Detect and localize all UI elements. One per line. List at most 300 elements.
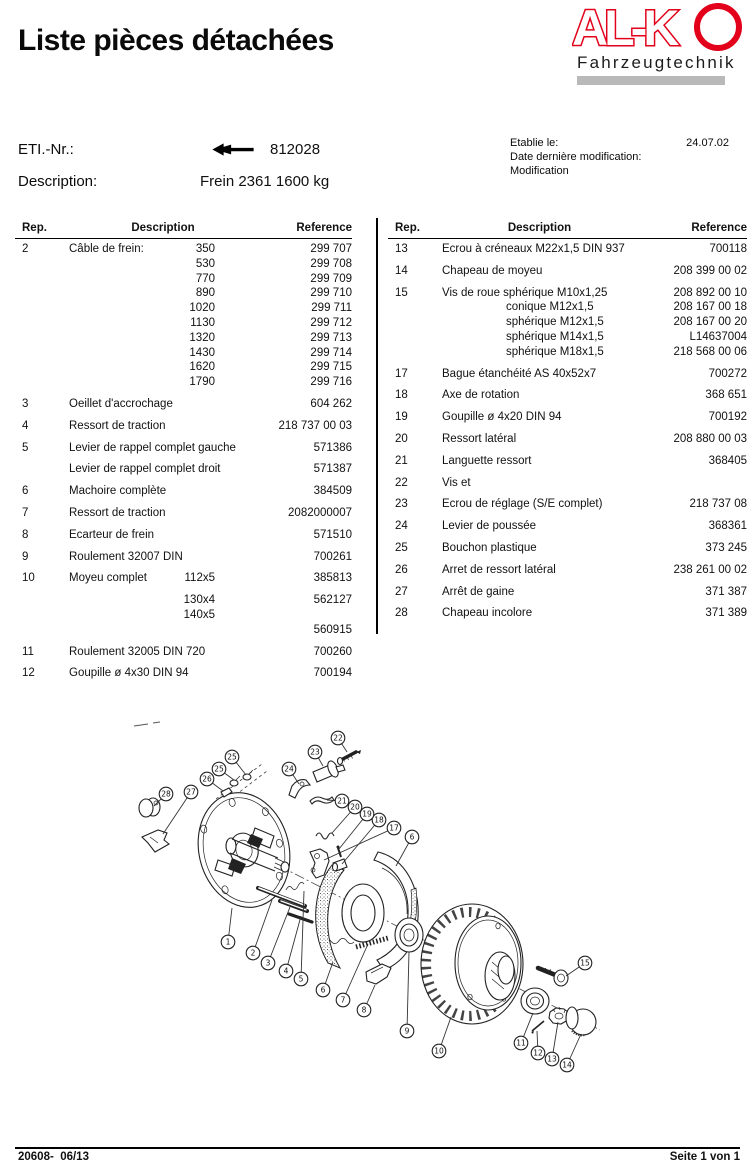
svg-text:2: 2	[250, 948, 256, 958]
cell-rep: 4	[22, 419, 29, 432]
callout-11	[514, 1036, 528, 1050]
svg-text:25: 25	[227, 752, 237, 762]
cell-description: Arret de ressort latéral	[442, 563, 556, 576]
cell-reference: 700260	[313, 645, 352, 658]
footer-doc-number: 20608- 06/13	[18, 1151, 89, 1163]
callout-6	[316, 983, 330, 997]
table-row	[15, 347, 352, 360]
cell-variant: 890	[195, 287, 215, 300]
svg-text:22: 22	[333, 733, 343, 743]
callout-22	[331, 731, 345, 745]
callout-23	[308, 745, 322, 759]
table-row	[388, 498, 747, 511]
cell-reference: 700118	[709, 243, 747, 255]
table-row	[15, 646, 352, 659]
cell-description: Ressort de traction	[69, 419, 166, 432]
callout-26	[200, 772, 214, 786]
brake-expander	[366, 964, 391, 984]
page-title: Liste pièces détachées	[18, 24, 334, 57]
cell-description: Goupille ø 4x20 DIN 94	[442, 411, 562, 424]
cell-description: Arrêt de gaine	[442, 585, 515, 598]
cell-rep: 19	[395, 411, 408, 424]
push-lever	[289, 780, 310, 798]
small-spring	[286, 882, 304, 890]
cell-reference: 238 261 00 02	[673, 563, 747, 576]
callout-9	[400, 1024, 414, 1038]
cell-reference: 299 708	[310, 257, 352, 270]
modification-label: Modification	[510, 165, 569, 177]
cell-description: Oeillet d'accrochage	[69, 397, 173, 410]
callout-28	[159, 787, 173, 801]
cell-variant: 1430	[189, 346, 215, 359]
table-row	[15, 507, 352, 520]
callout-7	[336, 993, 350, 1007]
cell-rep	[388, 346, 442, 359]
table-header	[388, 222, 747, 239]
cotter-pin	[531, 1021, 544, 1034]
cell-rep: 21	[395, 454, 408, 467]
cell-description: Bouchon plastique	[442, 541, 537, 554]
cell-reference: 560915	[313, 623, 352, 636]
cell-reference: 373 245	[705, 541, 747, 554]
cell-rep	[15, 624, 69, 637]
cell-description: Levier de poussée	[442, 520, 536, 533]
cell-reference: 371 389	[705, 607, 747, 620]
table-row	[15, 287, 352, 300]
description-value: Frein 2361 1600 kg	[200, 173, 330, 190]
cell-description: sphérique M12x1,5	[506, 316, 604, 329]
callout-leader	[407, 952, 409, 1031]
callout-leader	[253, 900, 272, 953]
cell-description: Machoire complète	[69, 485, 167, 498]
cell-description	[69, 609, 157, 622]
sheath-stop	[142, 830, 169, 852]
outer-bearing	[521, 988, 549, 1014]
cell-description: Levier de rappel complet droit	[69, 463, 221, 476]
cell-reference: 571510	[313, 528, 352, 541]
cell-rep	[15, 302, 69, 315]
table-body-right	[388, 243, 747, 620]
cell-rep	[388, 316, 442, 329]
svg-text:9: 9	[404, 1026, 410, 1036]
svg-text:7: 7	[340, 995, 346, 1005]
callout-17	[387, 821, 401, 835]
table-row	[15, 376, 352, 389]
cell-description: Axe de rotation	[442, 389, 520, 402]
svg-text:27: 27	[186, 787, 196, 797]
callout-12	[531, 1046, 545, 1060]
svg-text:15: 15	[580, 958, 590, 968]
cell-variant: 1130	[190, 316, 215, 329]
callout-leader	[268, 907, 290, 963]
table-row	[388, 316, 747, 329]
cell-variant: 1790	[189, 376, 215, 389]
established-label: Etablie le:	[510, 137, 559, 149]
cell-description: Moyeu complet	[69, 572, 147, 585]
table-row	[15, 667, 352, 680]
cell-description	[69, 302, 157, 315]
cell-reference: 368361	[708, 520, 747, 533]
cell-rep: 18	[395, 389, 408, 402]
alko-logo-icon	[572, 2, 748, 54]
cell-description	[69, 347, 157, 360]
table-row	[15, 551, 352, 564]
cell-description	[69, 258, 157, 271]
small-coil-spring	[330, 938, 354, 943]
table-row	[15, 258, 352, 271]
table-row	[15, 398, 352, 411]
cell-reference	[257, 609, 352, 622]
cell-reference: 299 709	[310, 272, 352, 285]
cell-rep: 13	[395, 243, 408, 255]
cell-rep	[15, 287, 69, 300]
cell-reference: 218 568 00 06	[673, 345, 747, 358]
table-row	[15, 302, 352, 315]
cell-reference: 299 707	[310, 243, 352, 255]
table-row	[15, 594, 352, 607]
cell-description: Roulement 32007 DIN	[69, 550, 183, 563]
svg-text:5: 5	[298, 974, 304, 984]
svg-text:6: 6	[320, 985, 326, 995]
table-row	[388, 346, 747, 359]
callout-27	[184, 785, 198, 799]
cell-reference: 299 710	[310, 287, 352, 300]
cell-reference: 299 711	[311, 302, 352, 315]
cell-description: Ecrou de réglage (S/E complet)	[442, 498, 603, 511]
table-row	[15, 317, 352, 330]
cell-rep: 10	[22, 572, 35, 585]
cell-reference: 299 713	[310, 331, 352, 344]
svg-text:14: 14	[562, 1060, 572, 1070]
svg-text:12: 12	[533, 1048, 543, 1058]
col-header-rep: Rep.	[22, 222, 47, 234]
callout-15	[578, 956, 592, 970]
cell-reference: 700261	[313, 550, 352, 563]
table-row	[15, 624, 352, 637]
svg-text:28: 28	[161, 789, 171, 799]
cell-rep: 20	[395, 432, 408, 445]
cell-description: Ressort latéral	[442, 432, 517, 445]
cell-reference: 218 737 00 03	[278, 419, 352, 432]
table-row	[15, 572, 352, 585]
table-row	[15, 463, 352, 476]
cell-reference: 2082000007	[288, 506, 352, 519]
cell-description: Câble de frein:	[69, 243, 144, 255]
cell-variant: 350	[195, 243, 215, 255]
callout-leader	[286, 916, 301, 971]
table-row	[388, 265, 747, 278]
callout-2	[246, 946, 260, 960]
clear-cap	[139, 798, 160, 817]
cell-description	[69, 361, 157, 374]
table-row	[388, 243, 747, 256]
cell-description: Chapeau incolore	[442, 607, 533, 620]
cell-rep	[15, 258, 69, 271]
cell-description: Ressort de traction	[69, 506, 166, 519]
cell-variant: 130x4	[183, 594, 215, 607]
cell-variant: 770	[195, 272, 215, 285]
cell-description	[69, 317, 157, 330]
adjuster-bolt	[338, 750, 362, 765]
table-row	[388, 520, 747, 533]
col-header-description: Description	[131, 222, 195, 234]
alko-logo	[572, 2, 748, 59]
callout-13	[545, 1052, 559, 1066]
svg-text:8: 8	[361, 1005, 367, 1015]
table-row	[15, 332, 352, 345]
cell-rep: 22	[395, 476, 408, 489]
cell-rep: 3	[22, 397, 29, 410]
callout-10	[432, 1044, 446, 1058]
callout-6	[405, 830, 419, 844]
logo-subtitle: Fahrzeugtechnik	[577, 53, 736, 72]
svg-text:6: 6	[409, 832, 415, 842]
cell-reference: 218 737 08	[689, 498, 747, 511]
callout-leader	[343, 944, 368, 1000]
table-row	[388, 586, 747, 599]
cell-rep: 14	[395, 264, 408, 277]
cell-description: sphérique M14x1,5	[506, 330, 604, 343]
callout-21	[335, 794, 349, 808]
cell-rep: 2	[22, 243, 29, 255]
cell-description: Ecrou à créneaux M22x1,5 DIN 937	[442, 243, 625, 255]
callout-25	[225, 750, 239, 764]
callout-8	[357, 1003, 371, 1017]
svg-text:24: 24	[284, 764, 294, 774]
cell-description: Vis de roue sphérique M10x1,25	[442, 286, 608, 299]
cell-rep	[388, 301, 442, 314]
table-row	[15, 529, 352, 542]
table-row	[388, 389, 747, 402]
cell-reference: 384509	[313, 485, 352, 498]
table-row	[388, 433, 747, 446]
table-row	[388, 564, 747, 577]
cell-rep: 12	[22, 667, 35, 680]
wheel-bolt	[538, 967, 568, 986]
cell-reference: 299 714	[310, 346, 352, 359]
cell-rep: 5	[22, 441, 29, 454]
cell-description: Bague étanchéité AS 40x52x7	[442, 367, 597, 380]
callout-20	[348, 800, 362, 814]
cell-reference: 562127	[313, 594, 352, 607]
cell-reference: 299 715	[310, 361, 352, 374]
small-nut-b	[243, 770, 253, 780]
cell-description: Goupille ø 4x30 DIN 94	[69, 667, 189, 680]
parts-table-left	[15, 222, 352, 680]
cell-reference: 368 651	[705, 389, 747, 402]
cell-rep: 27	[395, 585, 408, 598]
cell-reference: 700272	[708, 367, 747, 380]
svg-text:13: 13	[547, 1054, 557, 1064]
cell-reference: 368405	[708, 454, 747, 467]
svg-text:10: 10	[434, 1046, 444, 1056]
table-row	[15, 243, 352, 256]
axle-arrow-icon	[212, 142, 254, 157]
cell-rep: 11	[22, 645, 34, 658]
cell-reference	[637, 477, 747, 490]
table-row	[388, 455, 747, 468]
cell-reference: L14637004	[689, 330, 747, 343]
cell-rep: 9	[22, 550, 29, 563]
cell-description: Chapeau de moyeu	[442, 264, 543, 277]
table-row	[388, 301, 747, 314]
cell-description	[69, 332, 157, 345]
callout-5	[294, 972, 308, 986]
cell-rep: 24	[395, 520, 408, 533]
cell-rep	[15, 361, 69, 374]
small-nut-a	[230, 776, 240, 786]
callout-25	[212, 762, 226, 776]
footer-page-number: Seite 1 von 1	[669, 1151, 740, 1163]
cell-description: Levier de rappel complet gauche	[69, 441, 236, 454]
cell-rep	[15, 609, 69, 622]
cell-description: Languette ressort	[442, 454, 532, 467]
description-label: Description:	[18, 173, 98, 190]
svg-text:19: 19	[362, 809, 372, 819]
cell-rep	[15, 317, 69, 330]
table-divider	[376, 218, 378, 634]
col-header-reference: Reference	[296, 222, 352, 234]
footer-rule	[15, 1147, 740, 1149]
table-row	[15, 420, 352, 433]
cell-variant: 1620	[189, 361, 215, 374]
brake-shoe-lining	[316, 865, 384, 968]
table-row	[15, 361, 352, 374]
table-row	[15, 609, 352, 622]
cell-reference: 208 880 00 03	[673, 432, 747, 445]
cell-rep: 25	[395, 541, 408, 554]
cell-variant: 530	[195, 257, 215, 270]
alko-logo-o-circle	[697, 6, 739, 48]
lateral-spring	[316, 833, 334, 839]
cell-variant: 1320	[189, 331, 215, 344]
cell-variant: 1020	[189, 302, 215, 315]
cell-description	[69, 273, 157, 286]
cell-rep	[15, 594, 69, 607]
svg-text:25: 25	[214, 764, 224, 774]
callout-24	[282, 762, 296, 776]
stray-marks	[134, 722, 160, 726]
col-header-description: Description	[507, 222, 572, 234]
cell-rep: 6	[22, 485, 29, 498]
cell-reference: 571386	[313, 441, 352, 454]
established-date: 24.07.02	[686, 137, 729, 149]
svg-text:23: 23	[310, 747, 320, 757]
callout-1	[221, 935, 235, 949]
table-row	[15, 485, 352, 498]
cell-rep	[15, 463, 69, 476]
cell-variant: 140x5	[183, 608, 215, 621]
inner-bearing	[395, 918, 423, 952]
cell-description	[69, 287, 157, 300]
cell-rep	[15, 332, 69, 345]
cell-rep	[15, 347, 69, 360]
cell-reference: 208 167 00 18	[673, 301, 747, 314]
exploded-view-diagram	[120, 700, 630, 1110]
cell-rep: 26	[395, 563, 408, 576]
svg-text:20: 20	[350, 802, 360, 812]
cell-reference: 700194	[313, 667, 352, 680]
cell-rep: 7	[22, 506, 29, 519]
svg-text:21: 21	[337, 796, 347, 806]
table-row	[388, 542, 747, 555]
cell-reference: 208 167 00 20	[673, 316, 747, 329]
eti-label: ETI.-Nr.:	[18, 141, 74, 158]
cell-description: Roulement 32005 DIN 720	[69, 645, 206, 658]
cell-description	[69, 594, 157, 607]
svg-text:3: 3	[265, 958, 271, 968]
cell-rep	[15, 376, 69, 389]
svg-text:11: 11	[516, 1038, 526, 1048]
callout-4	[279, 964, 293, 978]
svg-text:26: 26	[202, 774, 212, 784]
svg-text:17: 17	[389, 823, 399, 833]
callout-14	[560, 1058, 574, 1072]
cell-description: sphérique M18x1,5	[506, 345, 604, 358]
cell-reference: 604 262	[310, 397, 352, 410]
cell-description	[69, 376, 157, 389]
cell-reference: 208 399 00 02	[673, 264, 747, 277]
col-header-reference: Reference	[691, 222, 747, 234]
cell-description: Vis et	[442, 476, 471, 489]
cell-rep	[15, 273, 69, 286]
cell-reference: 208 892 00 10	[673, 286, 747, 299]
table-header	[15, 222, 352, 239]
meta-dates-block	[510, 136, 729, 178]
cell-reference: 371 387	[705, 585, 747, 598]
col-header-rep: Rep.	[395, 222, 420, 234]
callout-leader	[342, 820, 379, 864]
cell-reference: 700192	[708, 411, 747, 424]
table-row	[388, 287, 747, 300]
cell-reference: 299 716	[310, 376, 352, 389]
table-row	[388, 411, 747, 424]
table-body-left	[15, 243, 352, 680]
cell-rep: 17	[395, 367, 408, 380]
callout-19	[360, 807, 374, 821]
cell-rep	[388, 331, 442, 344]
cell-description	[69, 624, 257, 637]
cell-reference: 385813	[313, 572, 352, 585]
callout-3	[261, 956, 275, 970]
cell-rep: 8	[22, 528, 29, 541]
eti-number: 812028	[270, 141, 321, 158]
table-row	[15, 273, 352, 286]
svg-text:4: 4	[283, 966, 289, 976]
alko-logo-text: AL-K	[572, 2, 676, 54]
brake-drum	[421, 904, 523, 1024]
cell-reference: 571387	[313, 463, 352, 476]
table-row	[388, 607, 747, 620]
cell-rep: 15	[395, 286, 408, 299]
logo-gray-bar	[577, 76, 725, 85]
table-row	[388, 368, 747, 381]
modified-label: Date dernière modification:	[510, 151, 642, 163]
cell-rep: 23	[395, 498, 408, 511]
cell-rep: 28	[395, 607, 408, 620]
svg-text:18: 18	[374, 815, 384, 825]
svg-text:1: 1	[225, 937, 231, 947]
hub-cap	[566, 1007, 596, 1035]
table-row	[15, 442, 352, 455]
cell-description: conique M12x1,5	[506, 301, 594, 314]
table-row	[388, 477, 747, 490]
cell-description: Ecarteur de frein	[69, 528, 155, 541]
cell-variant: 112x5	[184, 572, 215, 585]
table-row	[388, 331, 747, 344]
cell-reference: 299 712	[310, 316, 352, 329]
parts-table-right	[388, 222, 747, 620]
